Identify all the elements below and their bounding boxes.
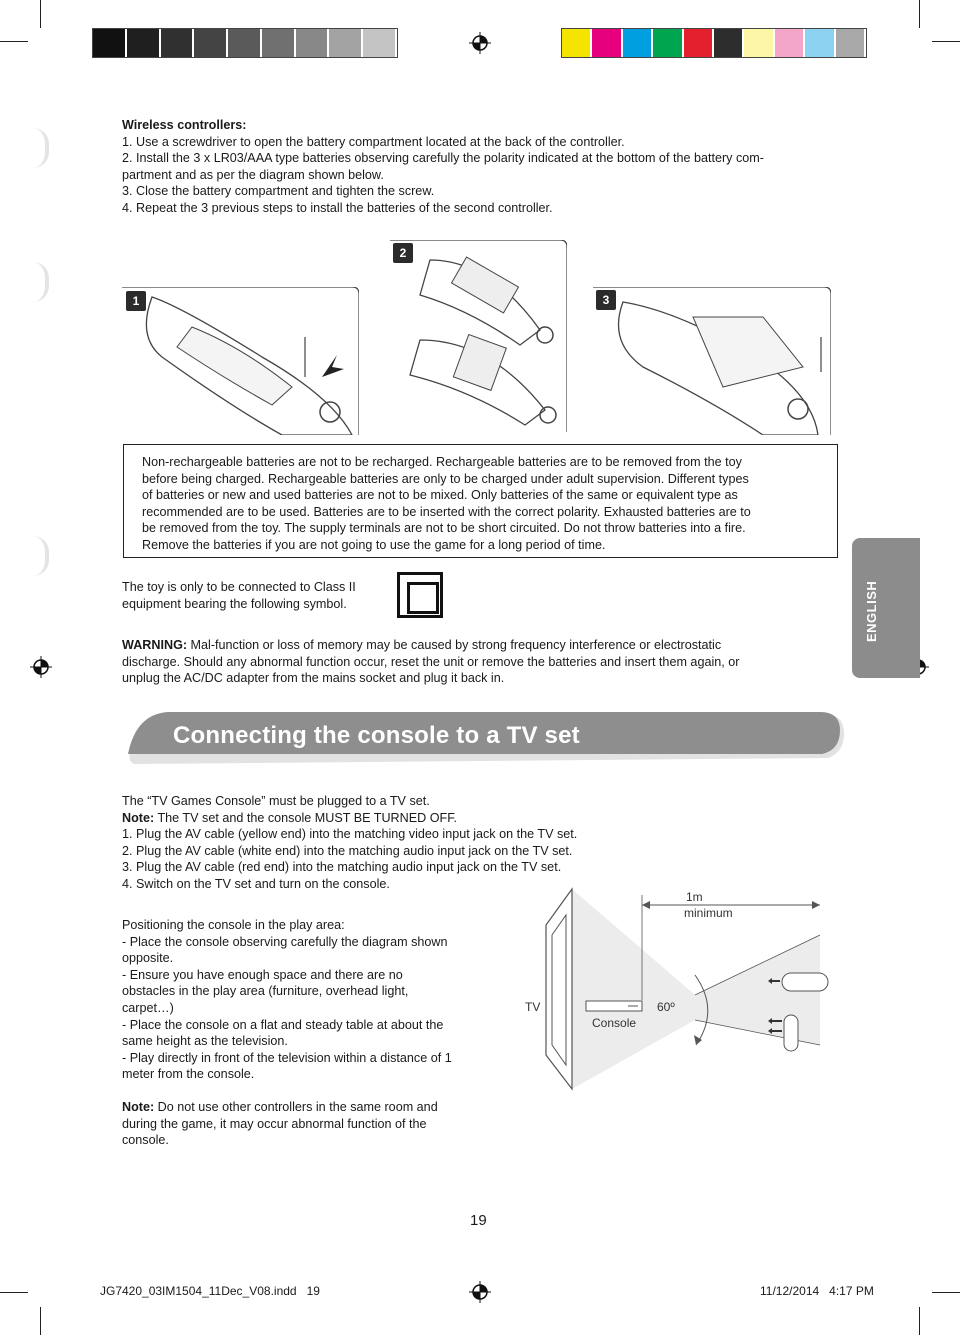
step-3-illustration — [593, 287, 831, 435]
color-swatch — [805, 29, 835, 57]
step-badge: 2 — [393, 243, 413, 263]
positioning-note — [122, 1099, 492, 1149]
color-swatch — [653, 29, 683, 57]
wireless-step: partment and as per the diagram shown below. — [122, 167, 384, 182]
positioning-line: Positioning the console in the play area: — [122, 918, 345, 932]
crop-mark — [0, 41, 28, 42]
footer-filename: JG7420_03IM1504_11Dec_V08.indd 19 — [100, 1284, 320, 1298]
color-swatch — [775, 29, 805, 57]
crop-mark — [0, 1292, 28, 1293]
registration-mark-icon — [469, 32, 491, 54]
step-1-illustration — [122, 287, 359, 435]
battery-notice-box — [123, 444, 838, 558]
battery-notice-text — [142, 454, 822, 554]
connect-instructions — [122, 793, 682, 893]
crop-mark — [932, 41, 960, 42]
note-label: Note: — [122, 1100, 155, 1114]
class-ii-line: The toy is only to be connected to Class II — [122, 580, 356, 594]
positioning-line: - Ensure you have enough space and there are no — [122, 967, 403, 982]
positioning-line: - Place the console on a flat and steady table at about the — [122, 1017, 444, 1032]
positioning-line: same height as the television. — [122, 1034, 288, 1049]
color-swatch — [228, 29, 262, 57]
step-badge: 1 — [126, 291, 146, 311]
wireless-step: 4. Repeat the 3 previous steps to install the batteries of the second controller. — [122, 200, 553, 215]
color-swatch — [93, 29, 127, 57]
edge-fold-mark — [33, 262, 49, 302]
crop-mark — [919, 1307, 920, 1335]
play-area-diagram — [520, 885, 840, 1095]
wireless-heading: Wireless controllers: — [122, 118, 247, 132]
connect-step: 2. Plug the AV cable (white end) into the matching audio input jack on the TV set. — [122, 843, 573, 858]
gray-scale-bar — [92, 28, 398, 58]
notice-line: Remove the batteries if you are not going to use the game for a long period of time. — [142, 537, 606, 552]
distance-label: 1m — [686, 890, 703, 904]
footer-date: 11/12/2014 4:17 PM — [760, 1284, 874, 1298]
registration-mark-icon — [30, 656, 52, 678]
notice-line: recommended are to be used. Batteries are to be inserted with the correct polarity. Exhausted batteries are to — [142, 504, 751, 519]
notice-line: of batteries or new and used batteries are not to be mixed. Only batteries of the same or equivalent type as — [142, 488, 738, 503]
color-swatch — [592, 29, 622, 57]
note-line: console. — [122, 1133, 169, 1148]
color-swatch — [836, 29, 866, 57]
positioning-line: obstacles in the play area (furniture, overhead light, — [122, 984, 409, 999]
wireless-step: 3. Close the battery compartment and tighten the screw. — [122, 184, 435, 199]
note-line: Do not use other controllers in the same room and — [154, 1100, 438, 1114]
page-number: 19 — [470, 1212, 487, 1229]
class-ii-text — [122, 579, 392, 612]
language-tab-label: ENGLISH — [864, 580, 879, 642]
positioning-line: meter from the console. — [122, 1067, 255, 1082]
distance-sub-label: minimum — [684, 906, 733, 920]
note-text: The TV set and the console MUST BE TURNED OFF. — [154, 810, 458, 825]
color-scale-bar — [561, 28, 867, 58]
notice-line: be removed from the toy. The supply terminals are not to be short circuited. Do not throw batteries into a fire. — [142, 521, 746, 536]
color-swatch — [262, 29, 296, 57]
crop-mark — [919, 0, 920, 28]
class-ii-symbol-icon — [397, 572, 443, 618]
edge-fold-mark — [33, 128, 49, 168]
notice-line: Non-rechargeable batteries are not to be recharged. Rechargeable batteries are to be removed from the toy — [142, 455, 742, 469]
registration-mark-icon — [469, 1281, 491, 1303]
warning-label: WARNING: — [122, 638, 188, 652]
crop-mark — [40, 0, 41, 28]
wireless-instructions — [122, 117, 842, 217]
color-swatch — [684, 29, 714, 57]
positioning-instructions — [122, 917, 492, 1083]
class-ii-line: equipment bearing the following symbol. — [122, 596, 347, 611]
positioning-line: opposite. — [122, 951, 174, 966]
positioning-line: carpet…) — [122, 1000, 174, 1015]
warning-line: discharge. Should any abnormal function occur, reset the unit or remove the batteries and insert them again, or — [122, 654, 740, 669]
color-swatch — [127, 29, 161, 57]
step-badge: 3 — [596, 290, 616, 310]
color-swatch — [363, 29, 397, 57]
tv-label: TV — [525, 1000, 541, 1014]
language-tab — [852, 538, 920, 678]
connect-step: 1. Plug the AV cable (yellow end) into the matching video input jack on the TV set. — [122, 827, 578, 842]
color-swatch — [296, 29, 330, 57]
crop-mark — [40, 1307, 41, 1335]
color-swatch — [329, 29, 363, 57]
color-swatch — [623, 29, 653, 57]
warning-text — [122, 637, 822, 687]
color-swatch — [161, 29, 195, 57]
note-label: Note: — [122, 810, 155, 825]
warning-line: Mal-function or loss of memory may be caused by strong frequency interference or electrostatic — [187, 638, 722, 652]
color-swatch — [744, 29, 774, 57]
angle-label: 60º — [657, 1000, 675, 1014]
wireless-step: 1. Use a screwdriver to open the battery compartment located at the back of the controller. — [122, 134, 625, 149]
connect-step: 3. Plug the AV cable (red end) into the matching audio input jack on the TV set. — [122, 860, 562, 875]
edge-fold-mark — [33, 536, 49, 576]
connect-step: 4. Switch on the TV set and turn on the console. — [122, 876, 390, 891]
connect-intro: The “TV Games Console” must be plugged to a TV set. — [122, 794, 430, 808]
notice-line: before being charged. Rechargeable batteries are only to be charged under adult supervision. Different types — [142, 471, 749, 486]
color-swatch — [194, 29, 228, 57]
color-swatch — [714, 29, 744, 57]
color-swatch — [562, 29, 592, 57]
warning-line: unplug the AC/DC adapter from the mains socket and plug it back in. — [122, 671, 505, 686]
note-line: during the game, it may occur abnormal function of the — [122, 1116, 427, 1131]
crop-mark — [932, 1292, 960, 1293]
positioning-line: - Play directly in front of the television within a distance of 1 — [122, 1050, 452, 1065]
section-title: Connecting the console to a TV set — [173, 722, 580, 749]
positioning-line: - Place the console observing carefully the diagram shown — [122, 934, 448, 949]
step-2-illustration — [390, 240, 567, 432]
console-label: Console — [592, 1016, 637, 1030]
wireless-step: 2. Install the 3 x LR03/AAA type batteries observing carefully the polarity indicated at the bottom of the battery com- — [122, 151, 764, 166]
